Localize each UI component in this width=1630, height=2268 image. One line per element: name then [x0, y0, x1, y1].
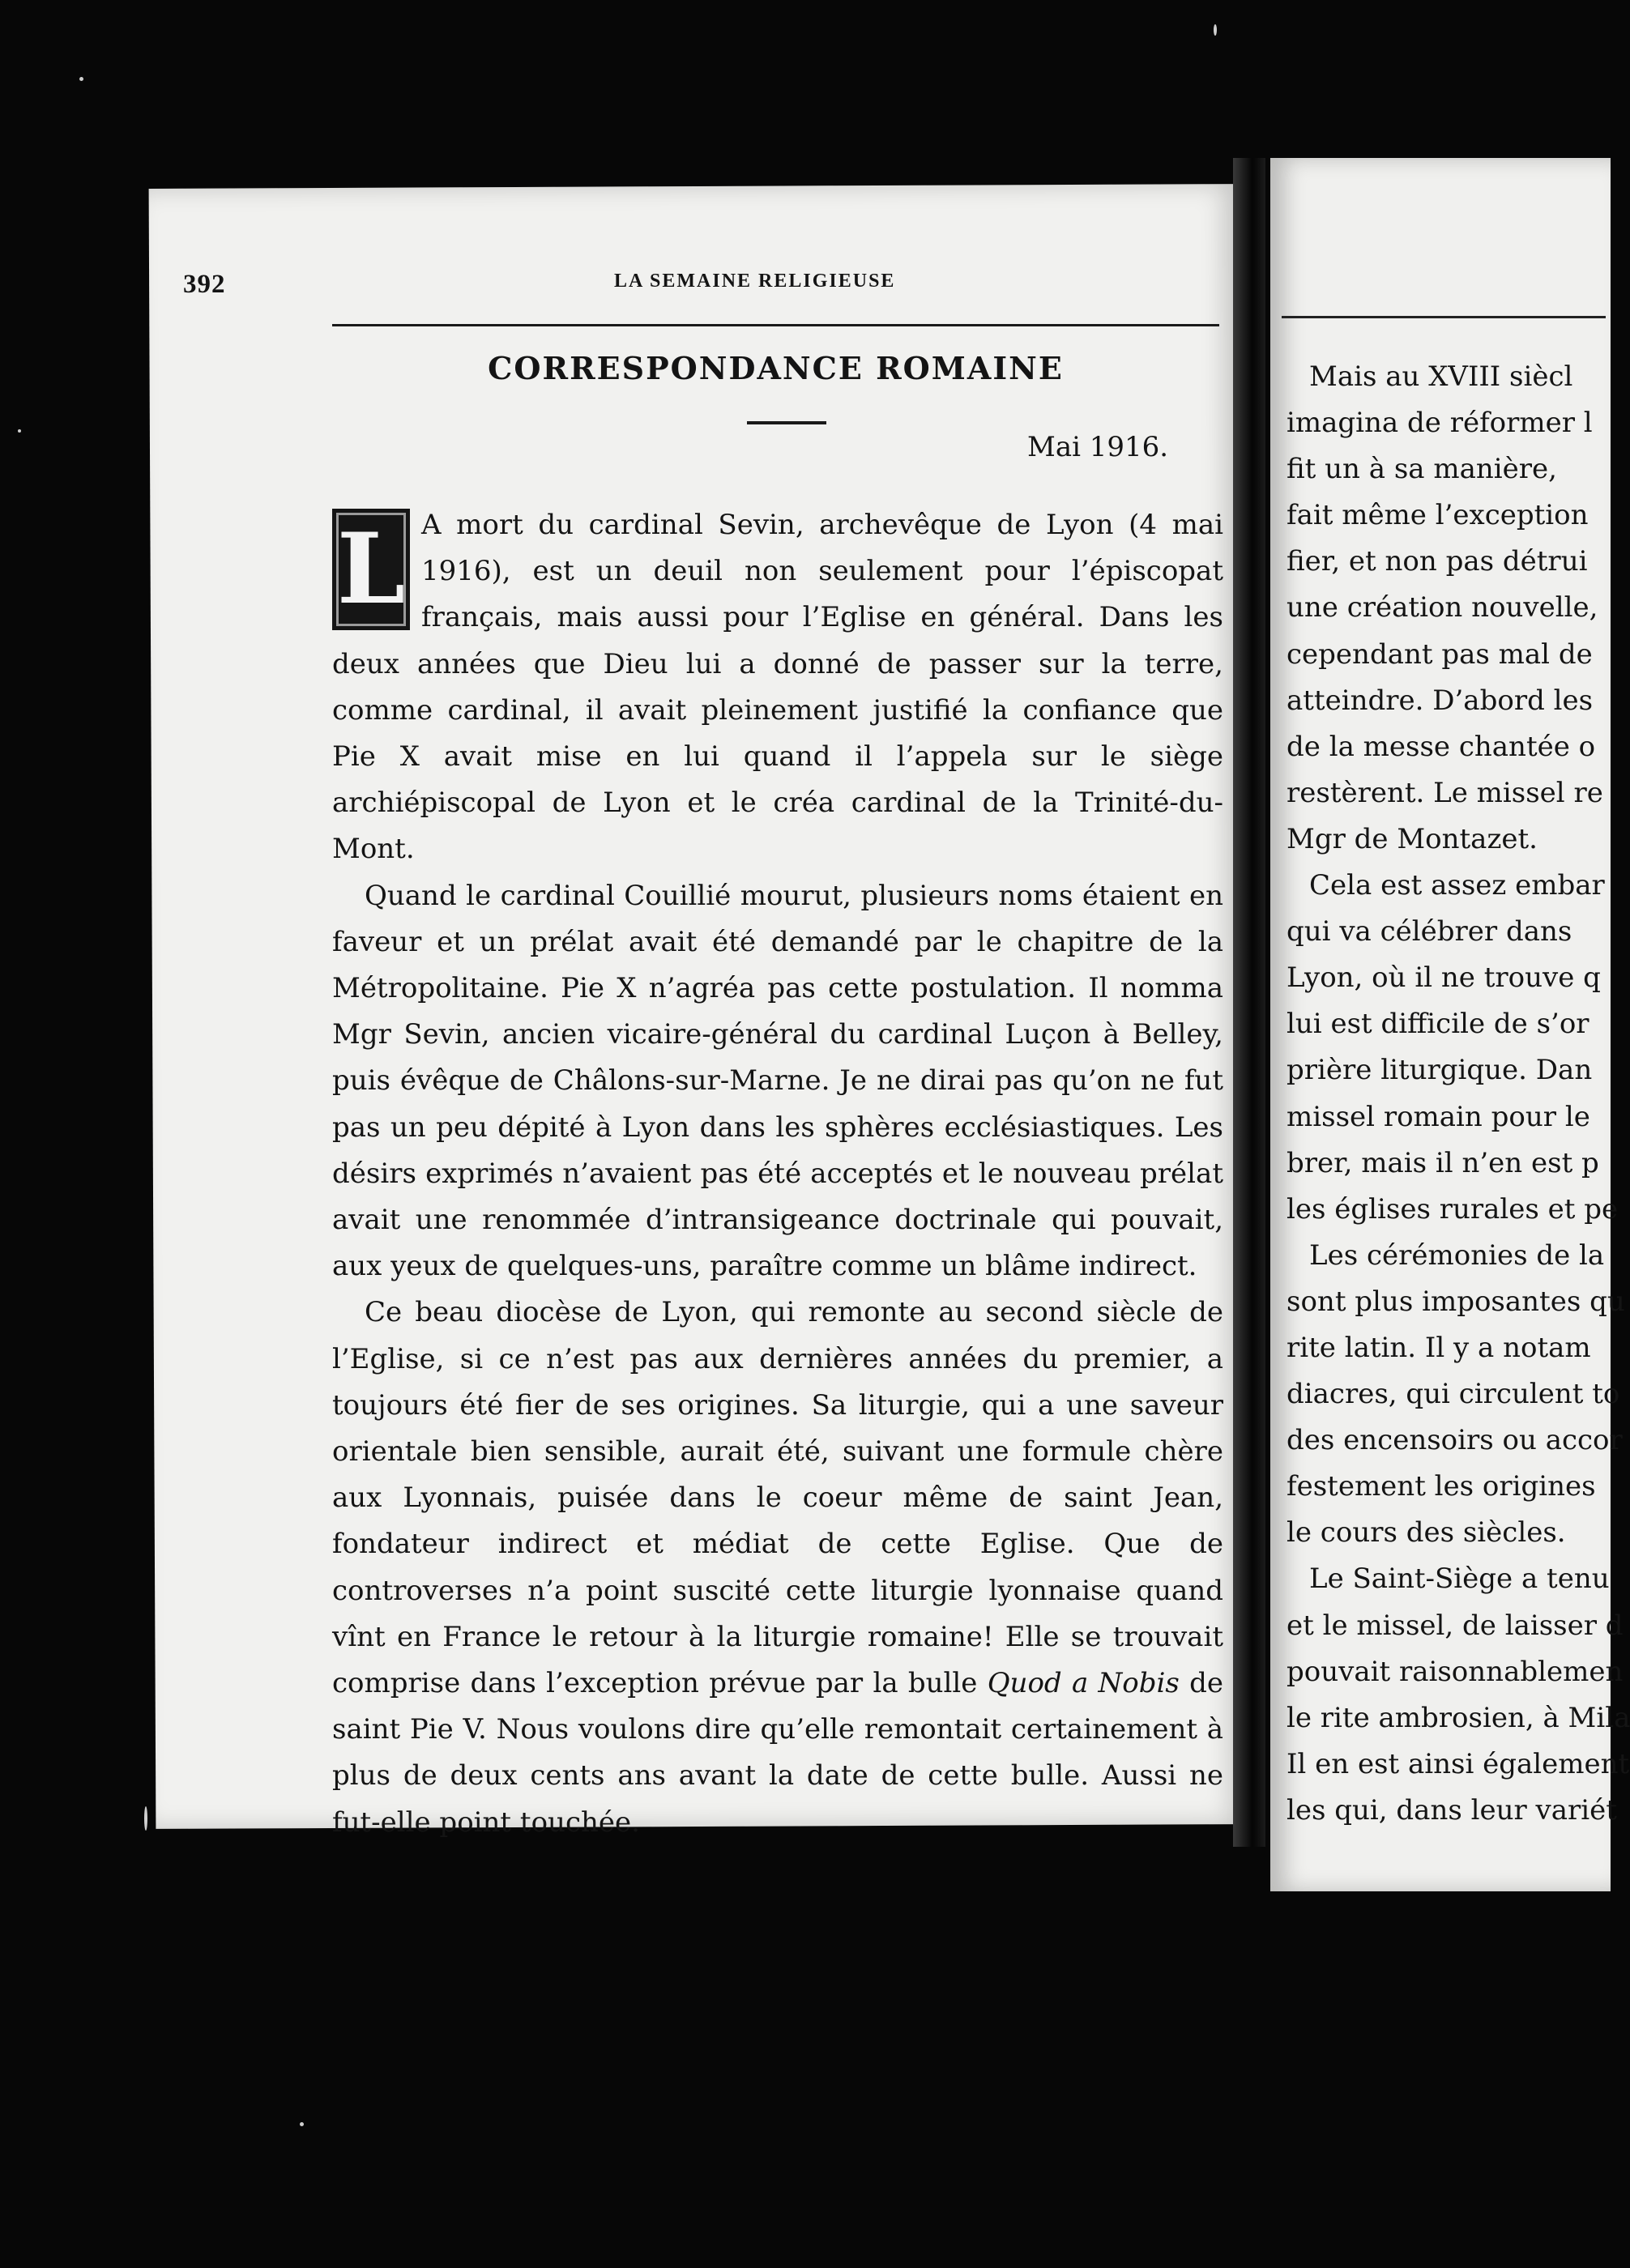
- right-line: une création nouvelle,: [1287, 591, 1598, 625]
- right-line: le cours des siècles.: [1287, 1516, 1566, 1550]
- right-line: prière liturgique. Dan: [1287, 1054, 1593, 1087]
- right-line: Cela est assez embar: [1309, 869, 1605, 902]
- right-line: missel romain pour le: [1287, 1100, 1590, 1133]
- title-rule: [747, 421, 826, 424]
- right-line: les églises rurales et pe: [1287, 1192, 1619, 1226]
- right-line: atteindre. D’abord les: [1287, 684, 1594, 717]
- right-line: festement les origines: [1287, 1470, 1596, 1503]
- page-number: 392: [183, 270, 226, 299]
- right-line: Lyon, où il ne trouve q: [1287, 961, 1601, 995]
- right-line: sont plus imposantes qu: [1287, 1285, 1625, 1318]
- book-gutter: [1233, 158, 1265, 1847]
- right-line: diacres, qui circulent to: [1287, 1378, 1620, 1411]
- right-line: Mais au XVIII siècl: [1309, 360, 1573, 393]
- right-line: Mgr de Montazet.: [1287, 822, 1538, 855]
- right-line: cependant pas mal de: [1287, 637, 1593, 671]
- drop-cap-initial: L: [332, 509, 410, 630]
- right-line: qui va célébrer dans: [1287, 915, 1572, 949]
- right-line: imagina de réformer l: [1287, 407, 1593, 440]
- right-line: fait même l’exception: [1287, 499, 1589, 532]
- right-line: des encensoirs ou accor: [1287, 1424, 1623, 1457]
- right-line: Les cérémonies de la: [1309, 1238, 1605, 1272]
- paragraph-3-text: Ce beau diocèse de Lyon, qui remonte au second siècle de l’Eglise, si ce n’est pas aux dernières années du premier, a toujours été fier de ses origines. Sa liturgie, qui a une saveur orientale bien sensible, aurait été, suivant une formule chère aux Lyonnais, puisée dans le coeur même de saint Jean, fondateur indirect et médiat de cette Eglise. Que de controverses n’a point suscité cette liturgie lyonnaise quand vînt en France le retour à la liturgie romaine! Elle se trouvait comprise dans l’exception prévue par la bulle: [332, 1296, 1223, 1700]
- right-line: rite latin. Il y a notam: [1287, 1331, 1591, 1364]
- scan-speck: [1214, 24, 1217, 36]
- right-line: restèrent. Le missel re: [1287, 776, 1603, 809]
- right-page-text: [1287, 354, 1630, 1834]
- right-line: Il en est ainsi également: [1287, 1747, 1630, 1780]
- right-line: fier, et non pas détrui: [1287, 545, 1588, 578]
- right-line: Le Saint-Siège a tenu: [1309, 1562, 1610, 1596]
- right-line: brer, mais il n’en est p: [1287, 1146, 1599, 1179]
- scan-speck: [300, 2122, 304, 2126]
- paragraph-1-text: A mort du cardinal Sevin, archevêque de Lyon (4 mai 1916), est un deuil non seulement pour l’épiscopat français, mais aussi pour l’Eglise en général. Dans les deux années que Dieu lui a donné de passer sur la terre, comme cardinal, il avait pleinement justifié la confiance que Pie X avait mise en lui quand il l’appela sur le siège archiépiscopal de Lyon et le créa cardinal de la Trinité-du-Mont.: [332, 509, 1223, 866]
- scan-speck: [144, 1806, 147, 1831]
- article-body: [332, 502, 1223, 1846]
- right-header-rule: [1282, 316, 1606, 318]
- dateline: Mai 1916.: [1027, 431, 1169, 463]
- paragraph-1: [332, 502, 1223, 873]
- scan-speck: [79, 77, 83, 81]
- paragraph-3-end: de saint Pie V. Nous voulons dire qu’elle remontait certainement à plus de deux cents ans avant la date de cette bulle. Aussi ne fut-elle point touchée.: [332, 1667, 1223, 1839]
- right-line: de la messe chantée o: [1287, 730, 1596, 763]
- article-title: CORRESPONDANCE ROMAINE: [488, 350, 1064, 386]
- header-rule: [332, 324, 1219, 326]
- right-line: lui est difficile de s’or: [1287, 1008, 1589, 1041]
- paragraph-2: Quand le cardinal Couillié mourut, plusieurs noms étaient en faveur et un prélat avait été demandé par le chapitre de la Métropolitaine. Pie X n’agréa pas cette postulation. Il nomma Mgr Sevin, ancien vicaire-général du cardinal Luçon à Belley, puis évêque de Châlons-sur-Marne. Je ne dirai pas qu’on ne fut pas un peu dépité à Lyon dans les sphères ecclésiastiques. Les désirs exprimés n’avaient pas été acceptés et le nouveau prélat avait une renommée d’intransigeance doctrinale qui pouvait, aux yeux de quelques-uns, paraître comme un blâme indirect.: [332, 879, 1223, 1283]
- right-line: fit un à sa manière,: [1287, 453, 1557, 486]
- paragraph-3: [332, 1290, 1223, 1845]
- scan-speck: [18, 429, 21, 433]
- right-line: et le missel, de laisser d: [1287, 1609, 1624, 1642]
- right-line: les qui, dans leur variét: [1287, 1793, 1617, 1827]
- right-line: pouvait raisonnablemen: [1287, 1655, 1624, 1688]
- right-line: le rite ambrosien, à Mila: [1287, 1701, 1630, 1734]
- bull-title: Quod a Nobis: [987, 1667, 1180, 1700]
- running-head: LA SEMAINE RELIGIEUSE: [614, 271, 896, 292]
